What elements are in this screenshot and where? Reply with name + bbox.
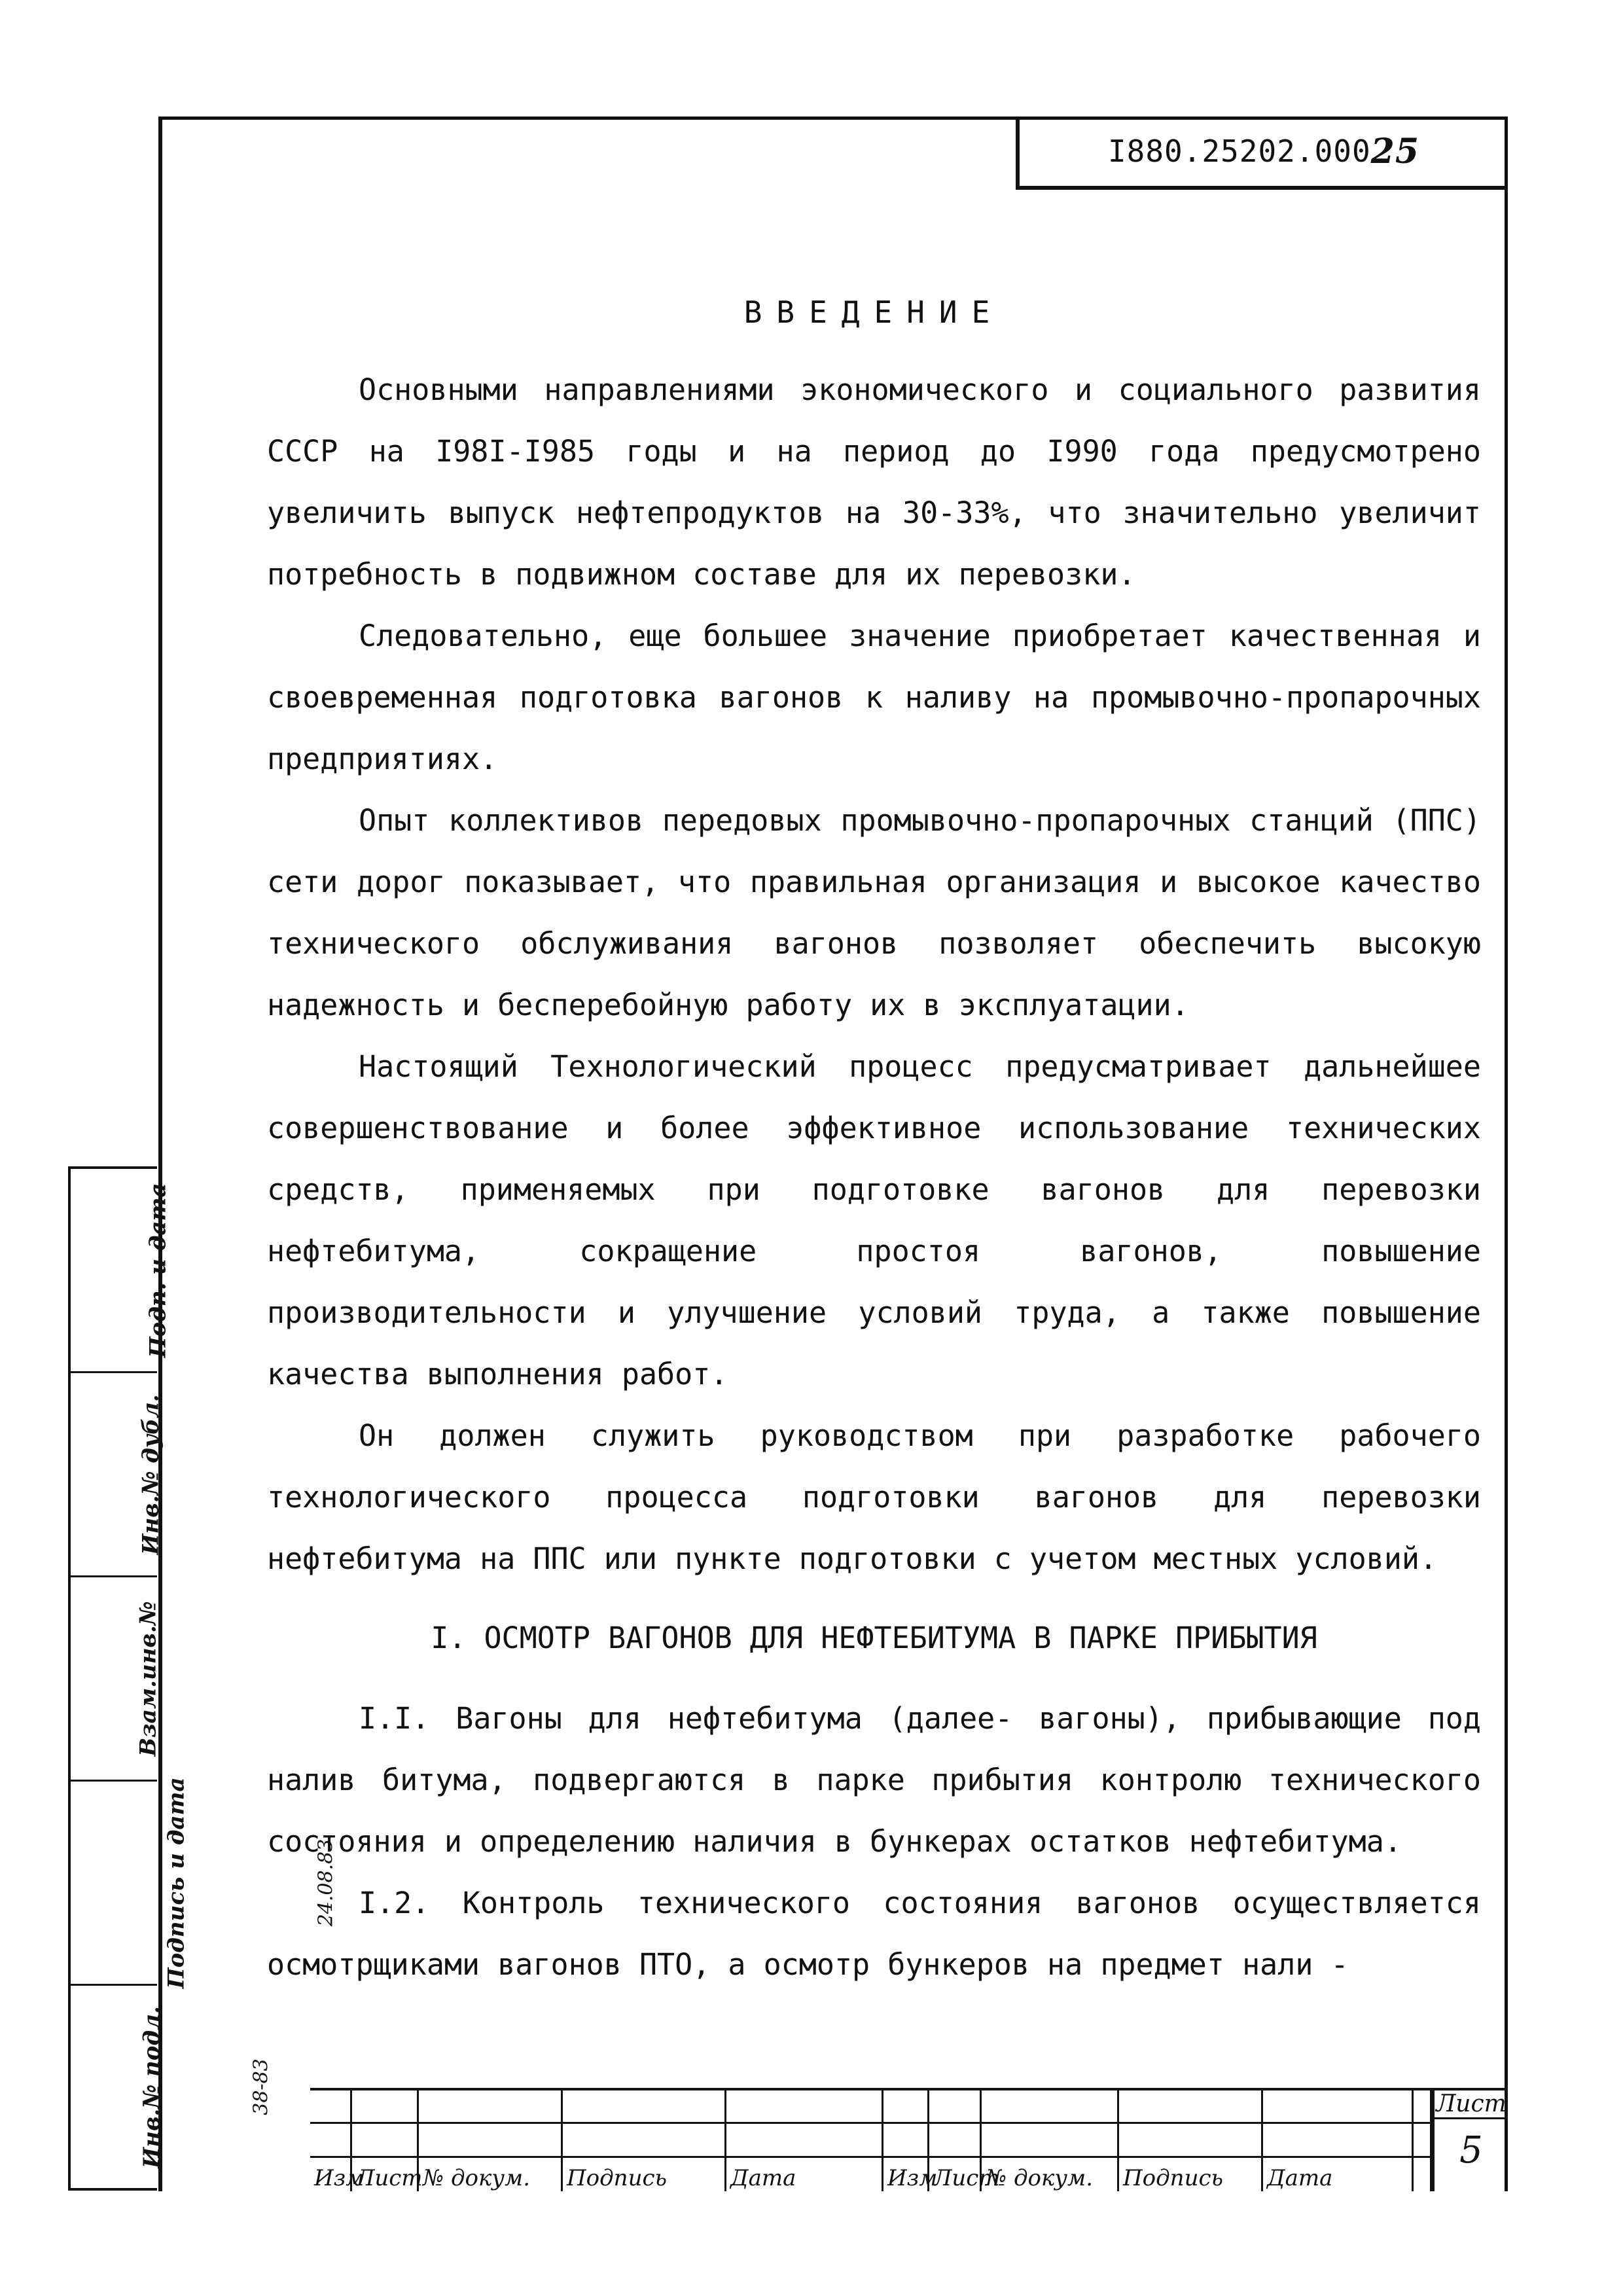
stamp-cell-signature-date bbox=[71, 1776, 338, 1989]
stamp-label: Инв.№ подл. bbox=[138, 2005, 165, 2168]
document-number-printed: I880.25202.000 bbox=[1107, 134, 1371, 169]
title-block-label: Дата bbox=[726, 2158, 883, 2191]
stamp-cell-replace-inv bbox=[71, 1577, 162, 1782]
document-number-handwritten: 25 bbox=[1370, 131, 1420, 171]
title-block-label: Подпись bbox=[563, 2158, 726, 2191]
title-block bbox=[310, 2088, 1508, 2191]
paragraph: I.2. Контроль технического состояния вагонов осуществляется осмотрщиками вагонов ПТО, а осмотр бункеров на предмет нали - bbox=[267, 1886, 1481, 1982]
title-block-label: № докум. bbox=[419, 2158, 563, 2191]
stamp-value-date: 24.08.83 bbox=[314, 1839, 338, 1927]
sheet-label: Лист bbox=[1435, 2090, 1508, 2119]
paragraph: Следовательно, еще большее значение приобретает качественная и своевременная подготовка вагонов к наливу на промывочно-пропарочных предприятиях. bbox=[267, 619, 1481, 776]
title-block-label: Изм bbox=[310, 2158, 352, 2191]
document-body bbox=[267, 296, 1481, 1996]
title-block-spacer bbox=[1414, 2158, 1432, 2191]
left-margin-stamp bbox=[68, 1166, 338, 2191]
title-block-label: Изм bbox=[883, 2158, 929, 2191]
page-heading: ВВЕДЕНИЕ bbox=[743, 295, 1005, 330]
stamp-cell-dup-inv bbox=[71, 1373, 164, 1577]
title-block-label: № докум. bbox=[982, 2158, 1119, 2191]
paragraph: Настоящий Технологический процесс предусматривает дальнейшее совершенствование и более эффективное использование технических средств, применяемых при подготовке вагонов для перевозки нефтебитума, сокращение простоя вагонов, повышение производительности и улучшение условий труда, а также повышение качества выполнения работ. bbox=[267, 1049, 1481, 1391]
paragraph: Он должен служить руководством при разработке рабочего технологического процесса подготовки вагонов для перевозки нефтебитума на ППС или пункте подготовки с учетом местных условий. bbox=[267, 1418, 1481, 1576]
paragraph: I.I. Вагоны для нефтебитума (далее- вагоны), прибывающие под налив битума, подвергаются в парке прибытия контролю технического состояния и определению наличия в бункерах остатков нефтебитума. bbox=[267, 1701, 1481, 1859]
stamp-label: Инв.№ дубл. bbox=[137, 1393, 164, 1555]
section-title: I. ОСМОТР ВАГОНОВ ДЛЯ НЕФТЕБИТУМА В ПАРКЕ ПРИБЫТИЯ bbox=[431, 1621, 1317, 1655]
sheet-number: 5 bbox=[1459, 2129, 1483, 2172]
title-block-grid bbox=[310, 2090, 1432, 2191]
title-block-label: Лист bbox=[352, 2158, 419, 2191]
stamp-label: Подпись и дата bbox=[163, 1776, 190, 1989]
document-number bbox=[1016, 117, 1508, 190]
stamp-label: Подп. и дата bbox=[145, 1182, 171, 1358]
title-block-label: Лист bbox=[929, 2158, 982, 2191]
stamp-label: Взам.инв.№ bbox=[135, 1600, 162, 1757]
title-block-label: Дата bbox=[1263, 2158, 1414, 2191]
stamp-cell-subst-date bbox=[71, 1169, 171, 1373]
title-block-label: Подпись bbox=[1119, 2158, 1263, 2191]
sheet-box bbox=[1432, 2090, 1508, 2191]
paragraph: Основными направлениями экономического и социального развития СССР на I98I-I985 годы и на период до I990 года предусмотрено увеличить выпуск нефтепродуктов на 30-33%, что значительно увеличит потребность в подвижном составе для их перевозки. bbox=[267, 372, 1481, 592]
stamp-value-inv: 38-83 bbox=[249, 2058, 273, 2115]
stamp-cell-original-inv bbox=[71, 1986, 273, 2188]
paragraph: Опыт коллективов передовых промывочно-пропарочных станций (ППС) сети дорог показывает, что правильная организация и высокое качество технического обслуживания вагонов позволяет обеспечить высокую надежность и бесперебойную работу их в эксплуатации. bbox=[267, 803, 1481, 1022]
